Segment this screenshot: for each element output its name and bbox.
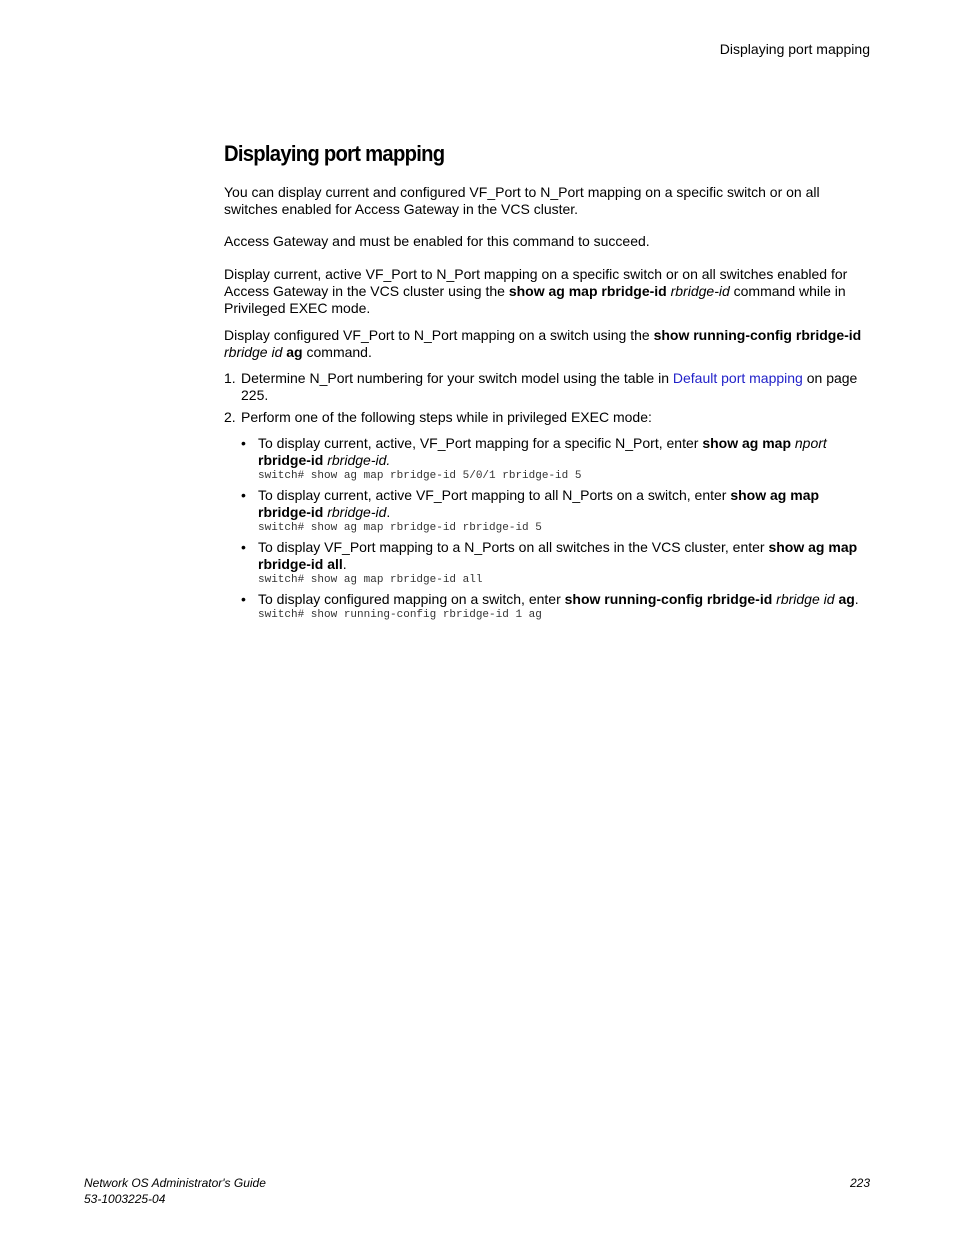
- list-item-text: To display current, active VF_Port mapping to all N_Ports on a switch, enter: [258, 487, 731, 503]
- argument-text: rbridge-id: [327, 504, 387, 520]
- step-text: [241, 370, 870, 404]
- bullet-marker: •: [241, 435, 246, 451]
- bullet-marker: •: [241, 539, 246, 555]
- step-text-part: on page 225.: [241, 370, 858, 403]
- list-item-text: To display configured mapping on a switch, enter: [258, 591, 565, 607]
- page-number: 223: [849, 1176, 870, 1190]
- command-text: ag: [838, 591, 855, 607]
- intro-paragraph: You can display current and configured VF_Port to N_Port mapping on a specific switch or on all switches enabled for Access Gateway in the VCS cluster.: [224, 184, 820, 217]
- footer-doc-info: [84, 1175, 266, 1207]
- list-item: [224, 435, 870, 483]
- list-item: [224, 591, 870, 622]
- paragraph-text: Display configured VF_Port to N_Port mapping on a switch using the: [224, 327, 654, 343]
- code-example: switch# show ag map rbridge-id all: [258, 574, 483, 586]
- step-1: [224, 370, 870, 404]
- argument-text: rbridge-id.: [327, 452, 391, 468]
- list-item-text: .: [854, 591, 859, 607]
- section-body: [224, 184, 870, 626]
- step-number: 1.: [224, 370, 236, 386]
- list-item-text: To display VF_Port mapping to a N_Ports on all switches in the VCS cluster, enter: [258, 539, 769, 555]
- command-text: show ag map rbridge-id: [508, 283, 667, 299]
- guide-title: Network OS Administrator's Guide: [84, 1176, 266, 1190]
- command-text: show running-config rbridge-id: [564, 591, 773, 607]
- document-number: 53-1003225-04: [84, 1192, 166, 1206]
- section-title: Displaying port mapping: [224, 141, 445, 166]
- argument-text: rbridge id: [224, 344, 283, 360]
- paragraph-text: command.: [302, 344, 372, 360]
- command-text: show ag map rbridge-id all: [258, 539, 858, 572]
- list-item: [224, 539, 870, 587]
- step-text-part: Determine N_Port numbering for your switch model using the table in: [241, 370, 673, 386]
- command-text: show running-config rbridge-id: [653, 327, 862, 343]
- command-text: ag: [286, 344, 303, 360]
- bullet-marker: •: [241, 591, 246, 607]
- step-number: 2.: [224, 409, 236, 425]
- list-item: [224, 487, 870, 535]
- command-text: show ag map: [702, 435, 791, 451]
- argument-text: nport: [794, 435, 827, 451]
- code-example: switch# show ag map rbridge-id rbridge-id 5: [258, 522, 542, 534]
- current-mapping-paragraph: [224, 266, 870, 317]
- note-paragraph: Access Gateway and must be enabled for this command to succeed.: [224, 233, 650, 249]
- running-header: Displaying port mapping: [719, 41, 870, 57]
- argument-text: rbridge id: [776, 591, 835, 607]
- step-2: [224, 409, 870, 426]
- step-text: Perform one of the following steps while in privileged EXEC mode:: [241, 409, 652, 425]
- list-item-body: [258, 591, 870, 622]
- paragraph-text: Display current, active VF_Port to N_Port mapping on a specific switch or on all switches enabled for Access Gateway in the VCS cluster using the: [224, 266, 848, 299]
- list-item-body: [258, 539, 870, 587]
- list-item-body: [258, 435, 870, 483]
- option-list: [224, 435, 870, 622]
- list-item-body: [258, 487, 870, 535]
- bullet-marker: •: [241, 487, 246, 503]
- code-example: switch# show running-config rbridge-id 1 ag: [258, 609, 542, 621]
- code-example: switch# show ag map rbridge-id 5/0/1 rbridge-id 5: [258, 470, 582, 482]
- default-port-mapping-link[interactable]: Default port mapping: [672, 370, 803, 386]
- command-text: rbridge-id: [258, 452, 324, 468]
- command-text: show ag map rbridge-id: [258, 487, 820, 520]
- configured-mapping-paragraph: [224, 327, 870, 361]
- argument-text: rbridge-id: [670, 283, 730, 299]
- list-item-text: .: [342, 556, 347, 572]
- list-item-text: .: [386, 504, 391, 520]
- list-item-text: To display current, active, VF_Port mapping for a specific N_Port, enter: [258, 435, 703, 451]
- paragraph-text: command while in Privileged EXEC mode.: [224, 283, 846, 316]
